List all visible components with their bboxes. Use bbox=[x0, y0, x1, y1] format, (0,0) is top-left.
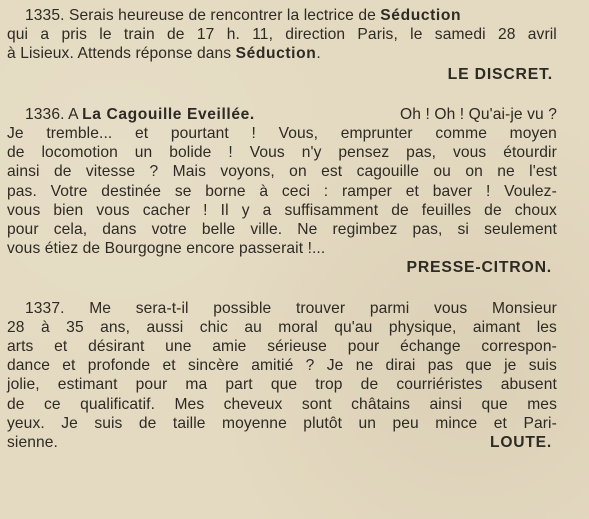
ad-word: et bbox=[405, 182, 419, 200]
ad-word: a bbox=[40, 26, 50, 44]
ad-word: ainsi bbox=[429, 395, 463, 413]
ad-word: le bbox=[99, 26, 112, 44]
ad-word: ? bbox=[149, 163, 159, 181]
ad-word: possible bbox=[213, 299, 272, 317]
ad-word: amie bbox=[212, 338, 247, 356]
ad-word: ans, bbox=[100, 318, 131, 336]
ad-word: parmi bbox=[369, 299, 410, 317]
ad-word: Me bbox=[89, 299, 112, 317]
ad-word: borne bbox=[205, 182, 246, 200]
ad-word: aimant bbox=[472, 318, 521, 336]
ad-word: si bbox=[457, 221, 469, 239]
ad-word: désirant bbox=[88, 338, 145, 356]
ad-word: et bbox=[54, 338, 68, 356]
ad-word: Voulez- bbox=[504, 182, 557, 200]
ad-word: Paris, bbox=[357, 26, 398, 44]
ad-word: peu bbox=[392, 414, 419, 432]
ad-word: voyons, bbox=[220, 163, 275, 181]
ad-word: ou bbox=[433, 163, 451, 181]
ad-word: je bbox=[504, 357, 517, 375]
ad-word: feuilles bbox=[421, 201, 472, 219]
ad-word: comme bbox=[435, 125, 487, 143]
ad-word: de bbox=[484, 201, 502, 219]
ad-word: Monsieur bbox=[491, 299, 557, 317]
ad-word: vous bbox=[96, 201, 130, 219]
ad-word: ville. bbox=[250, 221, 283, 239]
ad-signature: PRESSE-CITRON. bbox=[406, 259, 552, 277]
ad-word: Mes bbox=[174, 395, 205, 413]
ad-line bbox=[7, 44, 557, 63]
ad-line bbox=[7, 414, 557, 433]
ad-word: dirai bbox=[385, 357, 416, 375]
ad-word: pas bbox=[427, 357, 454, 375]
ad-word: de bbox=[167, 26, 185, 44]
ad-word: trop bbox=[315, 376, 343, 394]
ad-word: pour bbox=[347, 338, 380, 356]
ad-word: de bbox=[7, 395, 25, 413]
ad-line bbox=[7, 220, 557, 239]
ad-word: étourdir bbox=[503, 144, 557, 162]
ad-line bbox=[7, 6, 557, 25]
ad-word: pas, bbox=[406, 144, 437, 162]
ad-signature: LE DISCRET. bbox=[447, 65, 553, 83]
ad-word: vitesse bbox=[85, 163, 136, 181]
ad-line bbox=[7, 337, 557, 356]
ad-line bbox=[7, 105, 557, 124]
ad-line bbox=[7, 162, 557, 181]
ad-text: 1336. A La Cagouille Eveillée. bbox=[25, 105, 255, 123]
ad-word: 35 bbox=[66, 318, 84, 336]
ad-line bbox=[7, 375, 557, 394]
ad-word: suis bbox=[94, 414, 123, 432]
ad-word: y bbox=[241, 201, 250, 219]
ad-line bbox=[7, 318, 557, 337]
ad-word: Votre bbox=[50, 182, 88, 200]
ad-word: cacher bbox=[142, 201, 191, 219]
ad-word: et bbox=[62, 357, 76, 375]
ad-word: h. bbox=[226, 26, 240, 44]
ad-word: ceci bbox=[281, 182, 311, 200]
ad-word: sont bbox=[301, 395, 332, 413]
ad-word: ! bbox=[485, 182, 491, 200]
ad-word: ! bbox=[228, 144, 233, 162]
ad-word: abusent bbox=[500, 376, 557, 394]
ad-word: correspon- bbox=[481, 338, 557, 356]
ad-word: Je bbox=[7, 125, 24, 143]
ad-word: sincère bbox=[187, 357, 239, 375]
ad-word: part bbox=[225, 376, 253, 394]
ad-word: et bbox=[162, 357, 176, 375]
ad-word: ce bbox=[43, 395, 61, 413]
ad-word: pas. bbox=[7, 182, 37, 200]
ad-word: qu'au bbox=[334, 318, 373, 336]
ad-word: samedi bbox=[434, 26, 486, 44]
ad-word: ainsi bbox=[7, 163, 40, 181]
ad-word: de bbox=[360, 376, 379, 394]
ad-word: vous bbox=[7, 201, 41, 219]
classified-ad-1337 bbox=[7, 299, 557, 453]
ad-word: à bbox=[259, 182, 269, 200]
ad-text: sienne. bbox=[7, 434, 58, 452]
ad-word: n'y bbox=[301, 144, 322, 162]
ad-word: pourtant bbox=[170, 125, 229, 143]
ad-line bbox=[7, 356, 557, 375]
ad-word: le bbox=[410, 26, 423, 44]
ad-word: 1337. bbox=[25, 299, 65, 317]
ad-word: seulement bbox=[484, 221, 557, 239]
ad-word: votre bbox=[151, 221, 187, 239]
ad-word: avril bbox=[527, 26, 557, 44]
ad-word: ne bbox=[355, 357, 374, 375]
ad-word: mes bbox=[527, 395, 557, 413]
ad-text: Oh ! Oh ! Qu'ai-je vu ? bbox=[395, 105, 557, 123]
ad-word: suis bbox=[528, 357, 557, 375]
ad-word: pris bbox=[61, 26, 87, 44]
ad-text: . bbox=[316, 45, 321, 63]
ad-word: cagouille bbox=[356, 163, 420, 181]
ad-word: vous bbox=[433, 299, 468, 317]
ad-word: yeux. bbox=[7, 414, 45, 432]
ad-word: au bbox=[244, 318, 262, 336]
ad-word: de bbox=[7, 144, 25, 162]
ad-text: vous étiez de Bourgogne encore passerait !... bbox=[7, 240, 326, 258]
ad-bold-text: Séduction bbox=[235, 45, 317, 63]
ad-word: choux bbox=[514, 201, 557, 219]
ad-word: est bbox=[321, 163, 343, 181]
ad-word: physique, bbox=[388, 318, 457, 336]
ad-word: dance bbox=[7, 357, 50, 375]
ad-word: regimbez bbox=[332, 221, 398, 239]
ad-word: l'est bbox=[529, 163, 557, 181]
ad-word: 28 bbox=[7, 318, 25, 336]
ad-line bbox=[7, 299, 557, 318]
ad-line bbox=[7, 433, 557, 452]
ad-word: baver bbox=[432, 182, 473, 200]
ad-word: sera-t-il bbox=[135, 299, 189, 317]
ad-line bbox=[7, 25, 557, 44]
ad-word: et bbox=[493, 414, 507, 432]
ad-word: destinée bbox=[101, 182, 162, 200]
ad-word: Mais bbox=[172, 163, 206, 181]
ad-word: estimant bbox=[57, 376, 118, 394]
ad-word: à bbox=[40, 318, 50, 336]
ad-word: Je bbox=[61, 414, 78, 432]
ad-word: moral bbox=[278, 318, 318, 336]
ad-word: un bbox=[358, 414, 377, 432]
ad-word: jolie, bbox=[7, 376, 40, 394]
ad-word: 11, bbox=[252, 26, 274, 44]
ad-word: mince bbox=[435, 414, 478, 432]
ad-word: a bbox=[262, 201, 272, 219]
ad-word: échange bbox=[400, 338, 461, 356]
ad-line bbox=[7, 239, 557, 258]
ad-word: courriéristes bbox=[396, 376, 483, 394]
ad-word: Vous bbox=[249, 144, 285, 162]
ad-bold-text: Séduction bbox=[380, 7, 462, 24]
ad-word: une bbox=[165, 338, 192, 356]
ad-word: de bbox=[391, 201, 409, 219]
ad-word: 28 bbox=[497, 26, 516, 44]
ad-word: sérieuse bbox=[267, 338, 327, 356]
ad-word: vous bbox=[452, 144, 487, 162]
ad-word: bolide bbox=[169, 144, 212, 162]
ad-word: ma bbox=[185, 376, 208, 394]
ad-word: dans bbox=[102, 221, 137, 239]
ad-word: cheveux bbox=[223, 395, 283, 413]
ad-word: on bbox=[465, 163, 483, 181]
ad-word: se bbox=[174, 182, 192, 200]
ad-word: arts bbox=[7, 338, 34, 356]
ad-word: locomotion bbox=[41, 144, 118, 162]
ad-word: direction bbox=[285, 26, 346, 44]
ad-word: pensez bbox=[338, 144, 390, 162]
ad-word: de bbox=[53, 163, 72, 181]
ad-word: 17 bbox=[196, 26, 215, 44]
ad-word: châtains bbox=[351, 395, 411, 413]
ad-word: un bbox=[134, 144, 153, 162]
ad-line bbox=[7, 124, 557, 143]
ad-word: que bbox=[465, 357, 492, 375]
ad-word: on bbox=[289, 163, 307, 181]
ad-word: moyenne bbox=[222, 414, 287, 432]
ad-word: Vous, bbox=[278, 125, 319, 143]
ad-word: ramper bbox=[341, 182, 392, 200]
ad-word: emprunter bbox=[340, 125, 413, 143]
ad-word: plutôt bbox=[303, 414, 343, 432]
ad-word: Il bbox=[220, 201, 229, 219]
ad-word: suffisamment bbox=[284, 201, 379, 219]
ad-word: aussi bbox=[146, 318, 184, 336]
ad-word: qui bbox=[7, 26, 29, 44]
ad-line bbox=[7, 143, 557, 162]
ad-word: bien bbox=[53, 201, 84, 219]
ad-line bbox=[7, 395, 557, 414]
ad-word: train bbox=[123, 26, 155, 44]
ad-word: taille bbox=[172, 414, 206, 432]
ad-word: de bbox=[138, 414, 157, 432]
ad-word: Je bbox=[326, 357, 344, 375]
ad-word: ? bbox=[305, 357, 315, 375]
ad-word: pour bbox=[135, 376, 168, 394]
ad-word: Pari- bbox=[523, 414, 557, 432]
ad-word: tremble... bbox=[46, 125, 113, 143]
ad-line bbox=[7, 182, 557, 201]
ad-word: trouver bbox=[295, 299, 346, 317]
classified-ad-1335 bbox=[7, 6, 557, 84]
ad-line bbox=[7, 201, 557, 220]
ad-word: Ne bbox=[297, 221, 318, 239]
ad-word: ! bbox=[251, 125, 256, 143]
ad-text: 1335. Serais heureuse de rencontrer la lectrice de bbox=[25, 7, 381, 24]
ad-text: à Lisieux. Attends réponse dans bbox=[7, 45, 236, 63]
ad-signature: LOUTE. bbox=[490, 434, 552, 452]
classified-ad-1336 bbox=[7, 105, 557, 278]
ad-word: qualificatif. bbox=[80, 395, 156, 413]
ad-word: pour bbox=[7, 221, 39, 239]
ad-word: amitié bbox=[251, 357, 294, 375]
ad-word: que bbox=[481, 395, 508, 413]
ad-word: chic bbox=[199, 318, 228, 336]
ad-word: ne bbox=[497, 163, 515, 181]
ad-word: et bbox=[134, 125, 149, 143]
ad-word: belle bbox=[201, 221, 236, 239]
ad-word: que bbox=[270, 376, 298, 394]
ad-word: les bbox=[536, 318, 557, 336]
ad-word: profonde bbox=[87, 357, 151, 375]
ad-word: pas, bbox=[412, 221, 443, 239]
ad-word: : bbox=[323, 182, 329, 200]
ad-word: ! bbox=[203, 201, 208, 219]
ad-word: cela, bbox=[53, 221, 88, 239]
ad-word: moyen bbox=[509, 125, 557, 143]
